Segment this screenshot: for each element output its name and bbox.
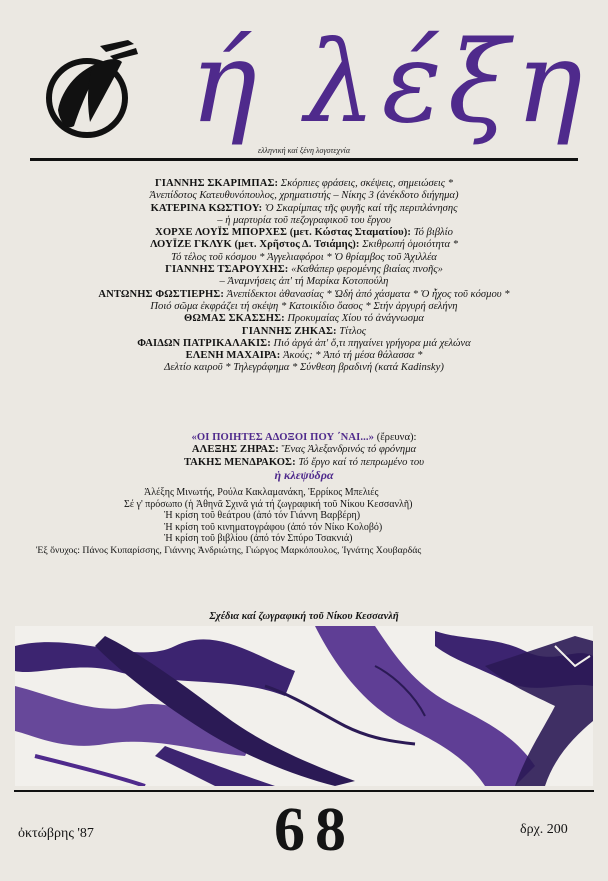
toc-entry: ΛΟΥΪΖΕ ΓΚΛΥΚ (μετ. Χρῆστος Δ. Τσιάμης): Σκιθρωπή ὁμοιότητα * xyxy=(149,239,459,251)
toc-entry: ΤΑΚΗΣ ΜΕΝΔΡΑΚΟΣ: Τό ἔργο καί τό πεπρωμένο του xyxy=(183,456,425,468)
toc-entry: Τό τέλος τοῦ κόσμου * Ἀγγελιαφόροι * Ὁ θρίαμβος τοῦ Ἀχιλλέα xyxy=(171,251,437,263)
survey-heading: «ΟΙ ΠΟΙΗΤΕΣ ΑΔΟΞΟΙ ΠΟΥ ΄ΝΑΙ...» (ἔρευνα): xyxy=(191,432,417,443)
klepsydra-heading: ἡ κλεψύδρα xyxy=(274,468,334,482)
table-of-contents xyxy=(14,178,594,375)
toc-entry: ΚΑΤΕΡΙΝΑ ΚΩΣΤΙΟΥ: Ὁ Σκαρίμπας τῆς φυγῆς καί τῆς περιπλάνησης xyxy=(150,202,458,214)
toc-entry: Ποιό σῶμα ἐκφράζει τή σκέψη * Κατοικίδιο ὄασος * Στήν ἀργυρή σελήνη xyxy=(150,300,458,312)
toc-entry: ΓΙΑΝΝΗΣ ΖΗΚΑΣ: Τίτλος xyxy=(241,325,367,337)
toc-entry: ΓΙΑΝΝΗΣ ΤΣΑΡΟΥΧΗΣ: «Καθάπερ φερομένης βιαίας πνοῆς» xyxy=(165,264,443,276)
toc-entry: ΑΝΤΩΝΗΣ ΦΩΣΤΙΕΡΗΣ: Ἀνεπίδεκτοι ἀθανασίας * Ὠδή ἀπό χάσματα * Ὁ ἦχος τοῦ κόσμου * xyxy=(98,288,510,300)
toc-entry: ΑΛΕΞΗΣ ΖΗΡΑΣ: Ἕνας Ἀλεξανδρινός τό φρόνημα xyxy=(191,444,417,456)
list-item: Ἡ κρίση τοῦ κινηματογράφου (ἀπό τόν Νίκο Κολοβό) xyxy=(164,521,383,533)
magazine-logo xyxy=(40,38,140,143)
illustration-credit: Σχέδια καί ζωγραφική τοῦ Νίκου Κεσσανλῆ xyxy=(209,611,399,622)
toc-entry: ΦΑΙΔΩΝ ΠΑΤΡΙΚΑΛΑΚΙΣ: Πιό ἀργά ἀπ' ὅ,τι πηγαίνει γρήγορα μιά χελώνα xyxy=(137,337,471,349)
toc-entry: ΓΙΑΝΝΗΣ ΣΚΑΡΙΜΠΑΣ: Σκόρπιες φράσεις, σκέψεις, σημειώσεις * xyxy=(154,178,454,189)
list-item: Σέ γ' πρόσωπο (ἡ Ἀθηνᾶ Σχινᾶ γιά τή ζωγραφική τοῦ Νίκου Κεσσανλῆ) xyxy=(124,498,413,510)
top-divider xyxy=(30,158,578,161)
toc-entry: ΘΩΜΑΣ ΣΚΑΣΣΗΣ: Προκυμαίας Χίου τό ἀνάγνωσμα xyxy=(184,313,424,325)
list-item: Ἀλέξης Μινωτής, Ρούλα Κακλαμανάκη, Ἑρρίκος Μπελιές xyxy=(144,487,379,498)
toc-entry: Δελτίο καιροῦ * Τηλεγράφημα * Σύνθεση βραδινή (κατά Kadinsky) xyxy=(164,362,444,374)
issue-date: ὀκτώβρης '87 xyxy=(18,826,94,841)
magazine-title: ή λέξη xyxy=(190,18,589,148)
list-item: Ἐξ ὄνυχος: Πάνος Κυπαρίσσης, Γιάννης Ἀνδριώτης, Γιώργος Μαρκόπουλος, Ἰγνάτης Χουβαρδάς xyxy=(36,544,422,556)
toc-entry: ΧΟΡΧΕ ΛΟΥΪΣ ΜΠΟΡΧΕΣ (μετ. Κώστας Σταματίου): Τό βιβλίο xyxy=(155,227,453,239)
toc-entry: Ἀνεπίδοτος Κατευθυνόπουλος, χρηματιστής – Νίκης 3 (ἀνέκδοτο διήγημα) xyxy=(149,190,459,202)
toc-entry: ΕΛΕΝΗ ΜΑΧΑΙΡΑ: Ἀκούς; * Ἀπό τή μέσα θάλασσα * xyxy=(185,350,423,362)
list-item: Ἡ κρίση τοῦ βιβλίου (ἀπό τόν Σπύρο Τσακνιά) xyxy=(164,533,353,545)
issue-price: δρχ. 200 xyxy=(520,822,568,837)
klepsydra-list xyxy=(14,487,594,557)
survey-section xyxy=(0,432,608,469)
cover-artwork xyxy=(15,626,593,786)
issue-number: 68 xyxy=(274,796,356,864)
magazine-subtitle: ελληνική καί ξένη λογοτεχνία xyxy=(257,146,351,155)
toc-entry: – Ἀναμνήσεις ἀπ' τή Μαρίκα Κοτοπούλη xyxy=(219,276,389,288)
toc-entry: – ἡ μαρτυρία τοῦ πεζογραφικοῦ του ἔργου xyxy=(217,214,391,226)
list-item: Ἡ κρίση τοῦ θεάτρου (ἀπό τόν Γιάννη Βαρβέρη) xyxy=(164,510,361,522)
